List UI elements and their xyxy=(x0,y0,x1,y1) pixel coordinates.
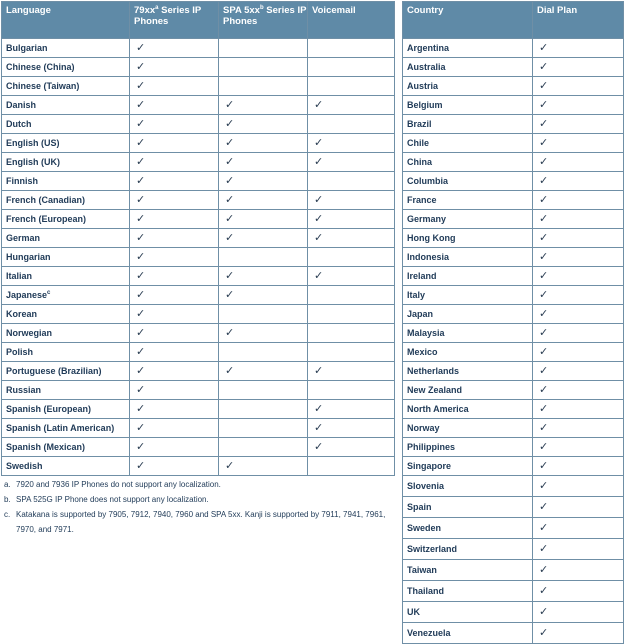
check-79xx: ✓ xyxy=(130,172,219,191)
country-row xyxy=(403,210,624,229)
check-voicemail xyxy=(308,343,395,362)
country-row xyxy=(403,381,624,400)
language-name: Swedish xyxy=(2,457,130,476)
check-dial-plan: ✓ xyxy=(533,419,624,438)
country-name: Columbia xyxy=(403,172,533,191)
check-spa-5xx xyxy=(219,39,308,58)
language-row xyxy=(2,134,395,153)
footnotes xyxy=(4,477,394,537)
country-row xyxy=(403,153,624,172)
footnote-text: 7920 and 7936 IP Phones do not support any localization. xyxy=(16,480,221,489)
check-79xx: ✓ xyxy=(130,153,219,172)
check-79xx: ✓ xyxy=(130,58,219,77)
check-dial-plan: ✓ xyxy=(533,581,624,602)
check-voicemail xyxy=(308,457,395,476)
check-spa-5xx xyxy=(219,438,308,457)
language-table-header-row xyxy=(2,2,395,39)
check-dial-plan: ✓ xyxy=(533,539,624,560)
language-name: Italian xyxy=(2,267,130,286)
check-dial-plan: ✓ xyxy=(533,518,624,539)
language-name: Hungarian xyxy=(2,248,130,267)
check-spa-5xx: ✓ xyxy=(219,229,308,248)
country-name: Brazil xyxy=(403,115,533,134)
language-row xyxy=(2,400,395,419)
check-spa-5xx: ✓ xyxy=(219,191,308,210)
language-row xyxy=(2,343,395,362)
check-dial-plan: ✓ xyxy=(533,497,624,518)
check-voicemail xyxy=(308,286,395,305)
header-dial-plan: Dial Plan xyxy=(533,2,624,39)
header-spa-5xx-phones: SPA $5xx^b$ Series IP Phones xyxy=(219,2,308,39)
check-dial-plan: ✓ xyxy=(533,400,624,419)
check-spa-5xx: ✓ xyxy=(219,115,308,134)
check-dial-plan: ✓ xyxy=(533,153,624,172)
check-voicemail: ✓ xyxy=(308,96,395,115)
check-dial-plan: ✓ xyxy=(533,457,624,476)
country-row xyxy=(403,539,624,560)
check-79xx: ✓ xyxy=(130,229,219,248)
country-row xyxy=(403,134,624,153)
check-voicemail: ✓ xyxy=(308,267,395,286)
country-table-header-row xyxy=(403,2,624,39)
check-spa-5xx xyxy=(219,77,308,96)
language-name: French (European) xyxy=(2,210,130,229)
country-row xyxy=(403,305,624,324)
check-dial-plan: ✓ xyxy=(533,438,624,457)
country-row xyxy=(403,324,624,343)
check-voicemail xyxy=(308,39,395,58)
language-row xyxy=(2,115,395,134)
language-row xyxy=(2,267,395,286)
country-name: New Zealand xyxy=(403,381,533,400)
language-row xyxy=(2,419,395,438)
country-row xyxy=(403,476,624,497)
country-row xyxy=(403,191,624,210)
country-row xyxy=(403,96,624,115)
country-name: Singapore xyxy=(403,457,533,476)
check-79xx: ✓ xyxy=(130,134,219,153)
check-79xx: ✓ xyxy=(130,286,219,305)
language-name: Portuguese (Brazilian) xyxy=(2,362,130,381)
country-name: Spain xyxy=(403,497,533,518)
check-spa-5xx: ✓ xyxy=(219,134,308,153)
check-voicemail: ✓ xyxy=(308,210,395,229)
country-row xyxy=(403,457,624,476)
country-row xyxy=(403,248,624,267)
country-name: Thailand xyxy=(403,581,533,602)
language-name: Dutch xyxy=(2,115,130,134)
country-name: Norway xyxy=(403,419,533,438)
language-row xyxy=(2,77,395,96)
footnote-text: Katakana is supported by 7905, 7912, 7940, 7960 and SPA 5xx. Kanji is supported by 7911, 7941, 7961, 7970, and 7971. xyxy=(16,510,386,534)
country-row xyxy=(403,602,624,623)
footnote xyxy=(4,507,394,537)
check-spa-5xx xyxy=(219,381,308,400)
country-name: Belgium xyxy=(403,96,533,115)
check-voicemail: ✓ xyxy=(308,419,395,438)
country-name: Germany xyxy=(403,210,533,229)
country-name: Sweden xyxy=(403,518,533,539)
check-spa-5xx: ✓ xyxy=(219,286,308,305)
language-name: Japanese$^c$ xyxy=(2,286,130,305)
language-name: Polish xyxy=(2,343,130,362)
check-dial-plan: ✓ xyxy=(533,623,624,644)
footnote-text: SPA 525G IP Phone does not support any localization. xyxy=(16,495,209,504)
check-dial-plan: ✓ xyxy=(533,172,624,191)
check-spa-5xx: ✓ xyxy=(219,457,308,476)
check-dial-plan: ✓ xyxy=(533,191,624,210)
check-voicemail: ✓ xyxy=(308,362,395,381)
check-dial-plan: ✓ xyxy=(533,286,624,305)
check-spa-5xx xyxy=(219,305,308,324)
country-name: Switzerland xyxy=(403,539,533,560)
language-name: Chinese (Taiwan) xyxy=(2,77,130,96)
header-voicemail: Voicemail xyxy=(308,2,395,39)
check-spa-5xx xyxy=(219,400,308,419)
check-dial-plan: ✓ xyxy=(533,267,624,286)
language-support-table xyxy=(1,1,395,476)
check-dial-plan: ✓ xyxy=(533,560,624,581)
check-dial-plan: ✓ xyxy=(533,381,624,400)
country-row xyxy=(403,343,624,362)
country-row xyxy=(403,286,624,305)
check-voicemail: ✓ xyxy=(308,400,395,419)
check-dial-plan: ✓ xyxy=(533,96,624,115)
check-79xx: ✓ xyxy=(130,362,219,381)
country-name: Hong Kong xyxy=(403,229,533,248)
check-dial-plan: ✓ xyxy=(533,77,624,96)
check-voicemail: ✓ xyxy=(308,153,395,172)
check-spa-5xx xyxy=(219,419,308,438)
check-voicemail xyxy=(308,305,395,324)
check-79xx: ✓ xyxy=(130,115,219,134)
language-name: English (US) xyxy=(2,134,130,153)
header-country: Country xyxy=(403,2,533,39)
country-name: Venezuela xyxy=(403,623,533,644)
country-name: Slovenia xyxy=(403,476,533,497)
check-voicemail: ✓ xyxy=(308,191,395,210)
language-row xyxy=(2,229,395,248)
country-name: France xyxy=(403,191,533,210)
check-dial-plan: ✓ xyxy=(533,602,624,623)
country-name: Indonesia xyxy=(403,248,533,267)
header-79xx-phones: $79xx^a$ Series IP Phones xyxy=(130,2,219,39)
language-row xyxy=(2,324,395,343)
country-name: North America xyxy=(403,400,533,419)
language-name: English (UK) xyxy=(2,153,130,172)
check-dial-plan: ✓ xyxy=(533,305,624,324)
check-voicemail xyxy=(308,115,395,134)
check-spa-5xx: ✓ xyxy=(219,172,308,191)
country-name: Japan xyxy=(403,305,533,324)
country-row xyxy=(403,419,624,438)
country-row xyxy=(403,362,624,381)
language-name: Norwegian xyxy=(2,324,130,343)
footnote xyxy=(4,492,394,507)
country-name: Argentina xyxy=(403,39,533,58)
check-dial-plan: ✓ xyxy=(533,248,624,267)
check-79xx: ✓ xyxy=(130,96,219,115)
check-voicemail: ✓ xyxy=(308,229,395,248)
footnote-key: a. xyxy=(4,480,11,489)
language-row xyxy=(2,58,395,77)
language-name: Spanish (Mexican) xyxy=(2,438,130,457)
check-dial-plan: ✓ xyxy=(533,362,624,381)
check-79xx: ✓ xyxy=(130,457,219,476)
check-dial-plan: ✓ xyxy=(533,58,624,77)
country-row xyxy=(403,518,624,539)
language-name: Finnish xyxy=(2,172,130,191)
country-row xyxy=(403,77,624,96)
check-dial-plan: ✓ xyxy=(533,229,624,248)
check-dial-plan: ✓ xyxy=(533,343,624,362)
language-row xyxy=(2,153,395,172)
language-name: Danish xyxy=(2,96,130,115)
language-name: Russian xyxy=(2,381,130,400)
check-79xx: ✓ xyxy=(130,438,219,457)
check-dial-plan: ✓ xyxy=(533,210,624,229)
check-dial-plan: ✓ xyxy=(533,39,624,58)
language-name: Spanish (Latin American) xyxy=(2,419,130,438)
check-spa-5xx: ✓ xyxy=(219,267,308,286)
check-spa-5xx: ✓ xyxy=(219,362,308,381)
check-79xx: ✓ xyxy=(130,400,219,419)
check-voicemail xyxy=(308,324,395,343)
country-row xyxy=(403,581,624,602)
footnote-key: c. xyxy=(4,510,11,519)
check-spa-5xx xyxy=(219,248,308,267)
country-row xyxy=(403,497,624,518)
language-row xyxy=(2,305,395,324)
language-name: Bulgarian xyxy=(2,39,130,58)
check-79xx: ✓ xyxy=(130,324,219,343)
language-row xyxy=(2,210,395,229)
check-spa-5xx: ✓ xyxy=(219,96,308,115)
check-voicemail: ✓ xyxy=(308,438,395,457)
country-name: Australia xyxy=(403,58,533,77)
country-row xyxy=(403,438,624,457)
country-name: Malaysia xyxy=(403,324,533,343)
country-name: Ireland xyxy=(403,267,533,286)
check-voicemail xyxy=(308,381,395,400)
language-name: Spanish (European) xyxy=(2,400,130,419)
check-voicemail xyxy=(308,172,395,191)
country-row xyxy=(403,267,624,286)
check-dial-plan: ✓ xyxy=(533,134,624,153)
check-79xx: ✓ xyxy=(130,419,219,438)
country-row xyxy=(403,172,624,191)
check-79xx: ✓ xyxy=(130,77,219,96)
language-row xyxy=(2,191,395,210)
country-name: Philippines xyxy=(403,438,533,457)
language-name: Korean xyxy=(2,305,130,324)
check-voicemail xyxy=(308,248,395,267)
check-79xx: ✓ xyxy=(130,39,219,58)
check-79xx: ✓ xyxy=(130,343,219,362)
language-row xyxy=(2,248,395,267)
language-row xyxy=(2,381,395,400)
check-79xx: ✓ xyxy=(130,381,219,400)
check-79xx: ✓ xyxy=(130,191,219,210)
language-row xyxy=(2,96,395,115)
language-name: German xyxy=(2,229,130,248)
country-name: China xyxy=(403,153,533,172)
check-dial-plan: ✓ xyxy=(533,324,624,343)
country-name: Mexico xyxy=(403,343,533,362)
check-spa-5xx xyxy=(219,58,308,77)
country-row xyxy=(403,58,624,77)
country-name: Italy xyxy=(403,286,533,305)
language-row xyxy=(2,362,395,381)
language-row xyxy=(2,39,395,58)
country-row xyxy=(403,400,624,419)
country-name: Austria xyxy=(403,77,533,96)
country-name: Netherlands xyxy=(403,362,533,381)
country-row xyxy=(403,229,624,248)
language-row xyxy=(2,286,395,305)
country-row xyxy=(403,39,624,58)
check-dial-plan: ✓ xyxy=(533,115,624,134)
check-79xx: ✓ xyxy=(130,248,219,267)
country-row xyxy=(403,623,624,644)
language-row xyxy=(2,172,395,191)
check-voicemail xyxy=(308,58,395,77)
header-language: Language xyxy=(2,2,130,39)
check-spa-5xx xyxy=(219,343,308,362)
check-spa-5xx: ✓ xyxy=(219,210,308,229)
country-row xyxy=(403,560,624,581)
footnote-key: b. xyxy=(4,495,11,504)
check-dial-plan: ✓ xyxy=(533,476,624,497)
country-dial-plan-table xyxy=(402,1,624,644)
footnote xyxy=(4,477,394,492)
country-row xyxy=(403,115,624,134)
language-row xyxy=(2,438,395,457)
check-voicemail: ✓ xyxy=(308,134,395,153)
check-79xx: ✓ xyxy=(130,305,219,324)
country-name: UK xyxy=(403,602,533,623)
check-spa-5xx: ✓ xyxy=(219,324,308,343)
check-79xx: ✓ xyxy=(130,210,219,229)
language-name: French (Canadian) xyxy=(2,191,130,210)
check-voicemail xyxy=(308,77,395,96)
country-name: Taiwan xyxy=(403,560,533,581)
check-spa-5xx: ✓ xyxy=(219,153,308,172)
country-name: Chile xyxy=(403,134,533,153)
language-row xyxy=(2,457,395,476)
language-name: Chinese (China) xyxy=(2,58,130,77)
check-79xx: ✓ xyxy=(130,267,219,286)
